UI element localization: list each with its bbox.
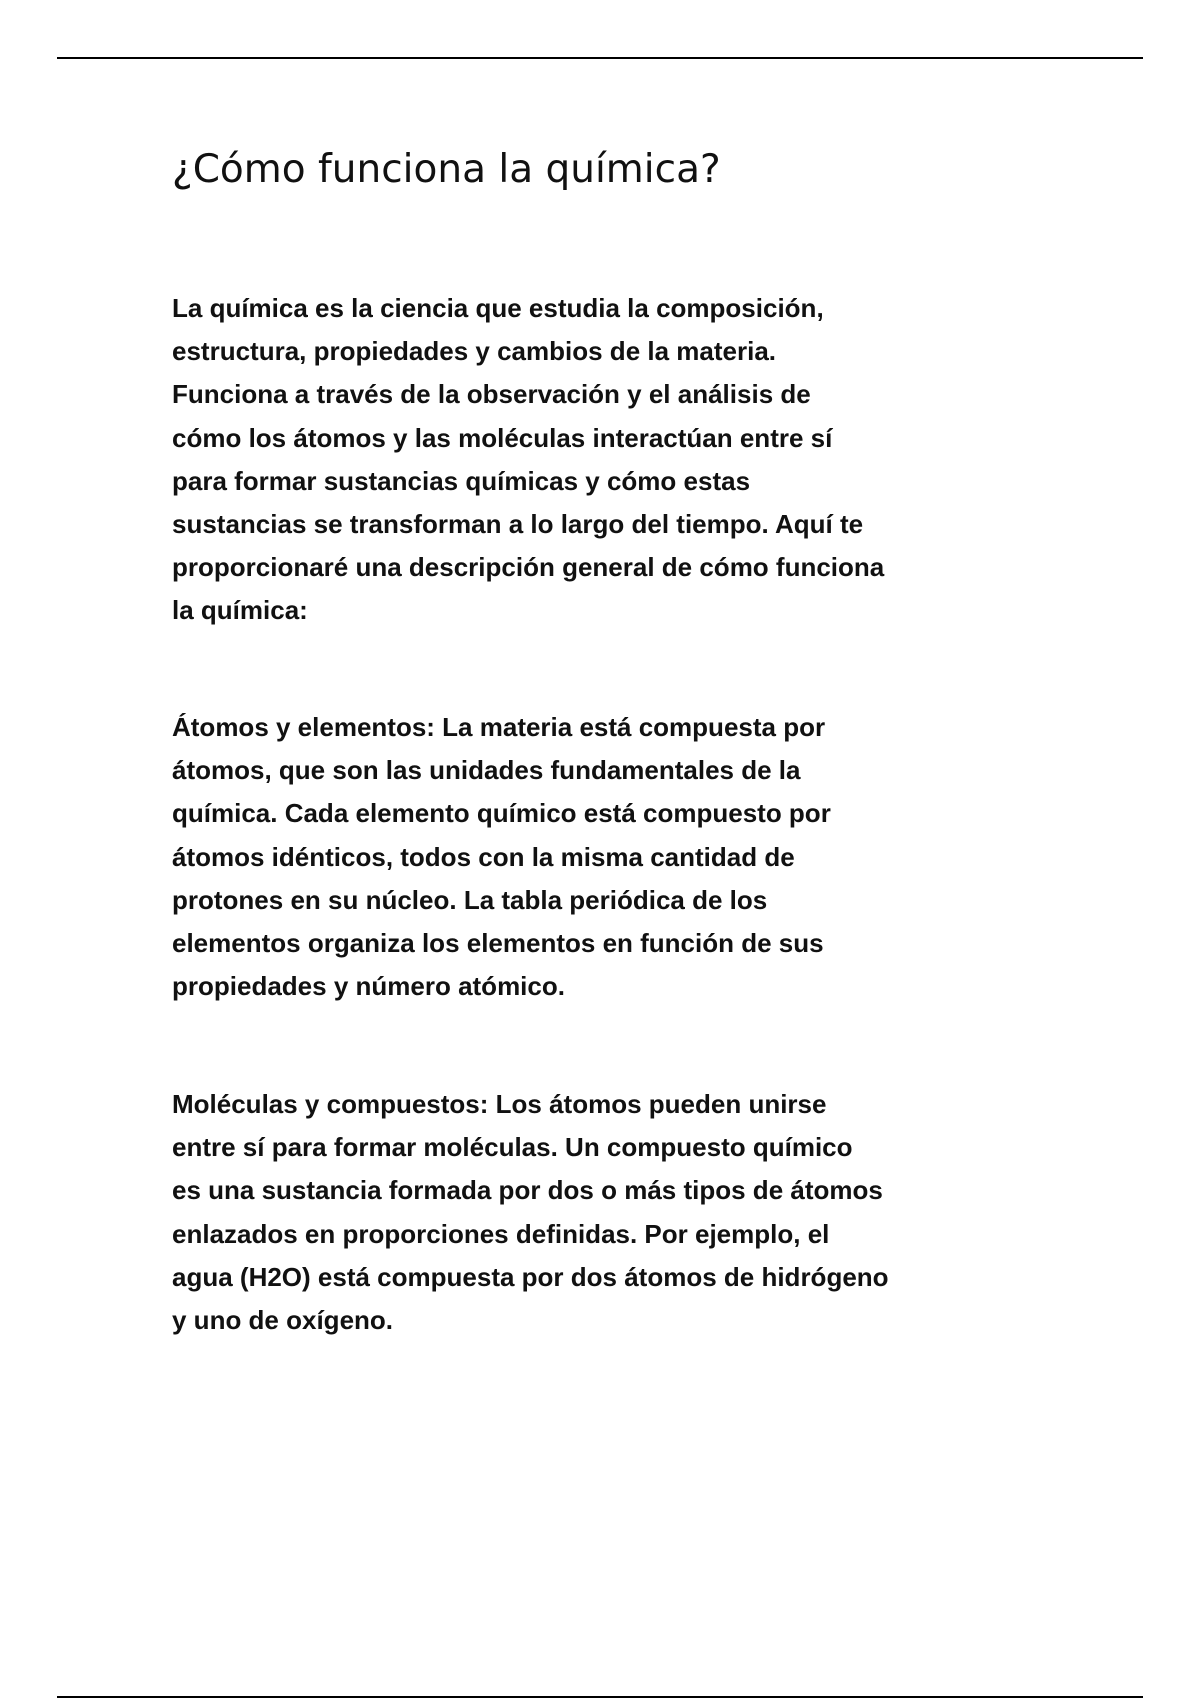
text-line: es una sustancia formada por dos o más tipos de átomos — [172, 1175, 883, 1206]
page-title: ¿Cómo funciona la química? — [172, 147, 721, 192]
text-line: para formar sustancias químicas y cómo estas — [172, 465, 751, 496]
text-line: proporcionaré una descripción general de cómo funciona — [172, 552, 885, 583]
text-line: propiedades y número atómico. — [172, 971, 565, 1002]
text-line: estructura, propiedades y cambios de la materia. — [172, 336, 777, 367]
text-line: átomos idénticos, todos con la misma cantidad de — [172, 841, 795, 872]
text-line: química. Cada elemento químico está compuesto por — [172, 798, 831, 829]
text-line: La química es la ciencia que estudia la composición, — [172, 293, 824, 323]
text-line: entre sí para formar moléculas. Un compuesto químico — [172, 1132, 853, 1163]
text-line: sustancias se transforman a lo largo del tiempo. Aquí te — [172, 509, 864, 540]
text-line: Funciona a través de la observación y el análisis de — [172, 379, 811, 410]
text-line: átomos, que son las unidades fundamentales de la — [172, 755, 801, 786]
text-line: protones en su núcleo. La tabla periódica de los — [172, 884, 768, 915]
bottom-rule — [57, 1696, 1143, 1698]
paragraph-intro — [172, 287, 1072, 633]
text-line: cómo los átomos y las moléculas interactúan entre sí — [172, 422, 833, 453]
text-line: elementos organiza los elementos en función de sus — [172, 928, 824, 959]
paragraph-atoms-elements — [172, 706, 1072, 1008]
text-line: la química: — [172, 595, 308, 626]
text-line: Átomos y elementos: La materia está compuesta por — [172, 712, 826, 742]
text-line: Moléculas y compuestos: Los átomos pueden unirse — [172, 1089, 827, 1119]
text-line: agua (H2O) está compuesta por dos átomos de hidrógeno — [172, 1261, 889, 1292]
paragraph-molecules-compounds — [172, 1083, 1072, 1342]
text-line: y uno de oxígeno. — [172, 1305, 394, 1336]
top-rule — [57, 57, 1143, 59]
text-line: enlazados en proporciones definidas. Por ejemplo, el — [172, 1218, 830, 1249]
